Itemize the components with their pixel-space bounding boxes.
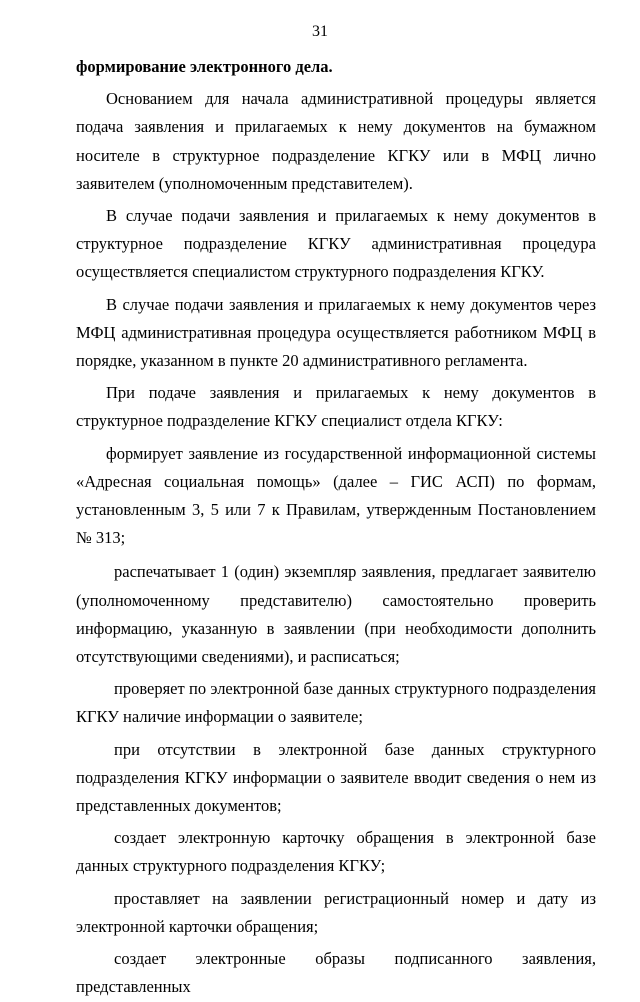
list-item-prints-application: распечатывает 1 (один) экземпляр заявления, предлагает заявителю (уполномоченному представителю) самостоятельно проверить информацию, указанную в заявлении (при необходимости дополнить отсутствующими сведениями), и расписаться; — [76, 562, 596, 667]
document-body — [76, 53, 596, 1002]
section-heading-fragment: формирование электронного дела. — [76, 57, 333, 76]
paragraph-specialist-actions-intro: При подаче заявления и прилагаемых к нему документов в структурное подразделение КГКУ специалист отдела КГКУ: — [76, 383, 596, 431]
paragraph-mfc-submission: В случае подачи заявления и прилагаемых к нему документов через МФЦ административная процедура осуществляется работником МФЦ в порядке, указанном в пункте 20 административного регламента. — [76, 294, 596, 371]
list-item-enters-data: при отсутствии в электронной базе данных структурного подразделения КГКУ информации о заявителе вводит сведения о нем из представленных документов; — [76, 739, 596, 816]
list-item-registration-number: проставляет на заявлении регистрационный номер и дату из электронной карточки обращения; — [76, 888, 596, 936]
paragraph-kgku-submission: В случае подачи заявления и прилагаемых к нему документов в структурное подразделение КГКУ административная процедура осуществляется специалистом структурного подразделения КГКУ. — [76, 206, 596, 282]
list-item-forms-application: формирует заявление из государственной информационной системы «Адресная социальная помощь» (далее – ГИС АСП) по формам, установленным 3, 5 или 7 к Правилам, утвержденным Постановлением № 313; — [76, 443, 596, 548]
list-item-creates-card: создает электронную карточку обращения в электронной базе данных структурного подразделения КГКУ; — [76, 828, 596, 876]
list-item-creates-images: создает электронные образы подписанного заявления, представленных — [76, 949, 596, 997]
list-item-checks-database: проверяет по электронной базе данных структурного подразделения КГКУ наличие информации о заявителе; — [76, 679, 596, 727]
page-number: 31 — [312, 23, 328, 40]
paragraph-basis: Основанием для начала административной процедуры является подача заявления и прилагаемых к нему документов на бумажном носителе в структурное подразделение КГКУ или в МФЦ лично заявителем (уполномоченным представителем). — [76, 89, 596, 193]
